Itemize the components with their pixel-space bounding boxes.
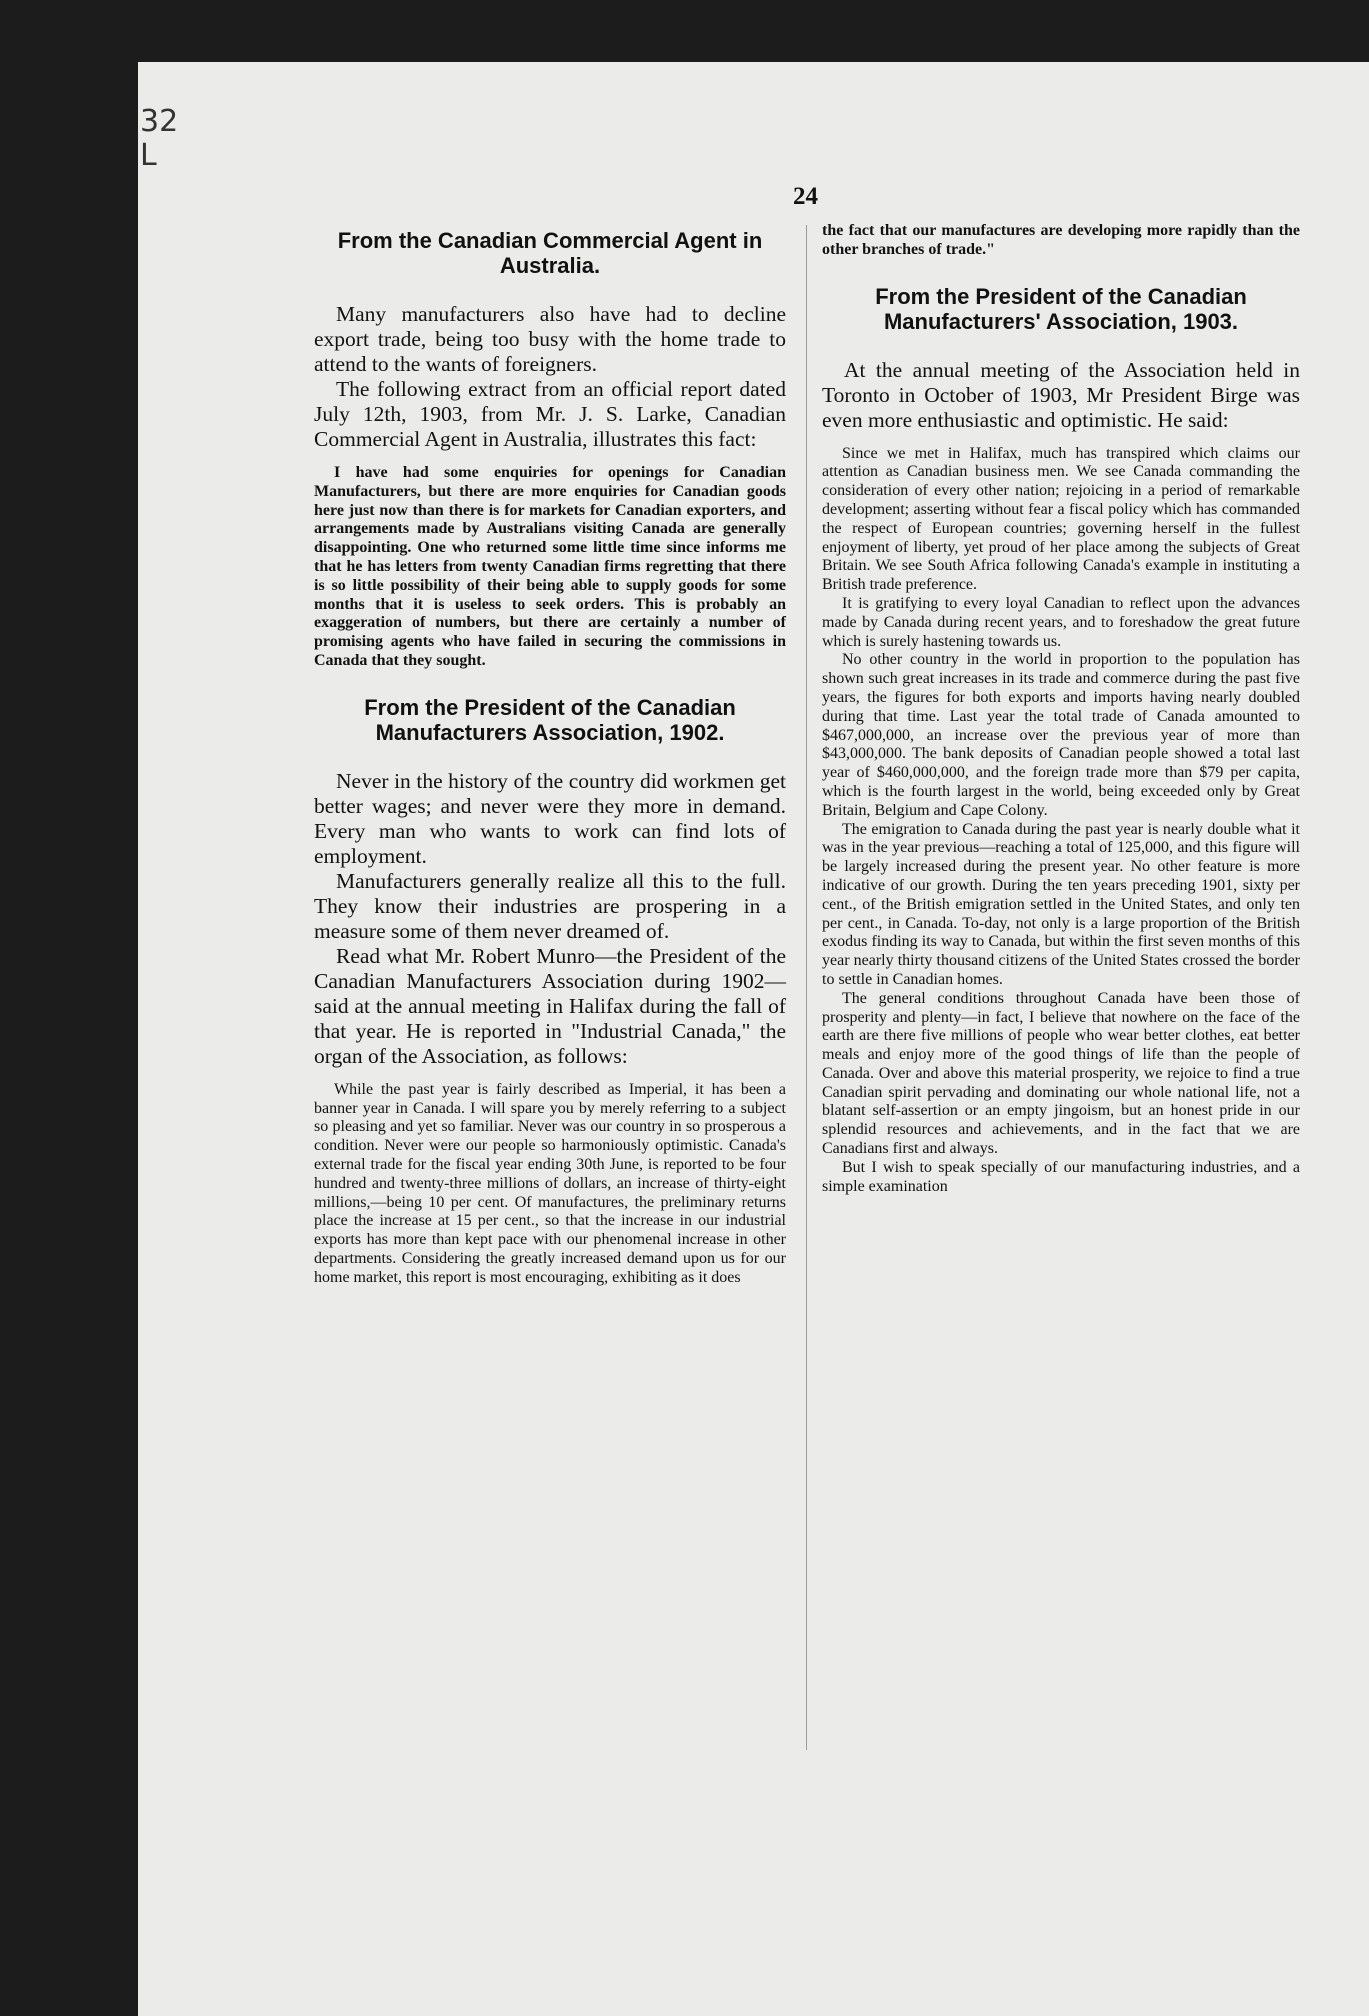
paragraph: While the past year is fairly described as Imperial, it has been a banner year in Canada. I will spare you by merely referring to a subject so pleasing and yet so familiar. Never was our country in so prosperous a condition. Never were our people so harmoniously optimistic. Canada's external trade for the fiscal year ending 30th June, is reported to be four hundred and twenty-three millions of dollars, an increase of thirty-eight millions,—being 10 per cent. Of manufactures, the preliminary returns place the increase at 15 per cent., so that the increase in our industrial exports has more than kept pace with our phenomenal increase in other departments. Considering the greatly increased demand upon us for our home market, this report is most encouraging, exhibiting as it does	[314, 1080, 786, 1286]
left-body-2	[314, 769, 786, 1069]
left-column	[314, 228, 786, 1288]
column-divider	[806, 225, 807, 1750]
paragraph: I have had some enquiries for openings for Canadian Manufacturers, but there are more enquiries for Canadian goods here just now than there is for markets for Canadian exporters, and arrangements made by Australians visiting Canada are generally disappointing. One who returned some little time since informs me that he has letters from twenty Canadian firms regretting that there is so little possibility of their being able to supply goods for some months that it is useless to seek orders. This is probably an exaggeration of numbers, but there are certainly a number of promising agents who have failed in securing the commissions in Canada that they sought.	[314, 464, 786, 669]
quote-continuation	[822, 222, 1300, 260]
quote-munro	[314, 1081, 786, 1288]
paragraph: Read what Mr. Robert Munro—the President of the Canadian Manufacturers Association during 1902—said at the annual meeting in Halifax during the fall of that year. He is reported in "Industrial Canada," the organ of the Association, as follows:	[314, 943, 786, 1068]
paragraph: The following extract from an official report dated July 12th, 1903, from Mr. J. S. Larke, Canadian Commercial Agent in Australia, illustrates this fact:	[314, 377, 786, 451]
paragraph: But I wish to speak specially of our manufacturing industries, and a simple examination	[822, 1158, 1300, 1195]
heading-commercial-agent: From the Canadian Commercial Agent in Australia.	[337, 228, 763, 278]
quote-larke	[314, 464, 786, 671]
paragraph: The emigration to Canada during the past year is nearly double what it was in the year previous—reaching a total of 125,000, and this figure will be largely increased during the present year. No other feature is more indicative of our growth. During the ten years preceding 1901, sixty per cent., of the British emigration settled in the United States, and only ten per cent., in Canada. To-day, not only is a large proportion of the British exodus finding its way to Canada, but within the first seven months of this year nearly thirty thousand citizens of the United States crossed the border to settle in Canadian homes.	[822, 820, 1300, 988]
paragraph: It is gratifying to every loyal Canadian to reflect upon the advances made by Canada during recent years, and to foreshadow the great future which is surely hastening towards us.	[822, 594, 1300, 650]
right-column	[822, 222, 1300, 1196]
paragraph: the fact that our manufactures are developing more rapidly than the other branches of trade."	[822, 222, 1300, 258]
paragraph: The general conditions throughout Canada have been those of prosperity and plenty—in fact, I believe that nowhere on the face of the earth are there five millions of people who wear better clothes, eat better meals and enjoy more of the good things of life than the people of Canada. Over and above this material prosperity, we rejoice to find a true Canadian spirit pervading and dominating our whole national life, not a blatant self-assertion or an empty jingoism, but an honest pride in our splendid resources and achievements, and in the fact that we are Canadians first and always.	[822, 989, 1300, 1158]
paragraph: Many manufacturers also have had to decline export trade, being too busy with the home trade to attend to the wants of foreigners.	[314, 302, 786, 376]
left-body-1	[314, 302, 786, 452]
heading-president-1903: From the President of the Canadian Manufacturers' Association, 1903.	[875, 283, 1247, 334]
heading-president-1902: From the President of the Canadian Manufacturers Association, 1902.	[364, 694, 736, 745]
paragraph: At the annual meeting of the Association held in Toronto in October of 1903, Mr President Birge was even more enthusiastic and optimistic. He said:	[822, 357, 1300, 432]
paragraph: Since we met in Halifax, much has transpired which claims our attention as Canadian business men. We see Canada commanding the consideration of every other nation; rejoicing in a period of remarkable development; asserting without fear a fiscal policy which has commanded the respect of European countries; governing herself in the fullest enjoyment of liberty, yet proud of her place among the subjects of Great Britain. We see South Africa following Canada's example in instituting a British trade preference.	[822, 444, 1300, 594]
page-number: 24	[793, 183, 818, 210]
paragraph: Manufacturers generally realize all this to the full. They know their industries are prospering in a measure some of them never dreamed of.	[314, 868, 786, 943]
quote-birge	[822, 445, 1300, 1197]
handwritten-margin-note: 32 L	[140, 104, 179, 173]
paragraph: No other country in the world in proportion to the population has shown such great increases in its trade and commerce during the past five years, the figures for both exports and imports having nearly doubled during that time. Last year the total trade of Canada amounted to $467,000,000, an increase over the previous year of more than $43,000,000. The bank deposits of Canadian people showed a total last year of $460,000,000, and the foreign trade more than $79 per capita, which is the fourth largest in the world, being exceeded only by Great Britain, Belgium and Cape Colony.	[822, 651, 1300, 819]
paragraph: Never in the history of the country did workmen get better wages; and never were they more in demand. Every man who wants to work can find lots of employment.	[314, 768, 786, 868]
right-body	[822, 358, 1300, 433]
